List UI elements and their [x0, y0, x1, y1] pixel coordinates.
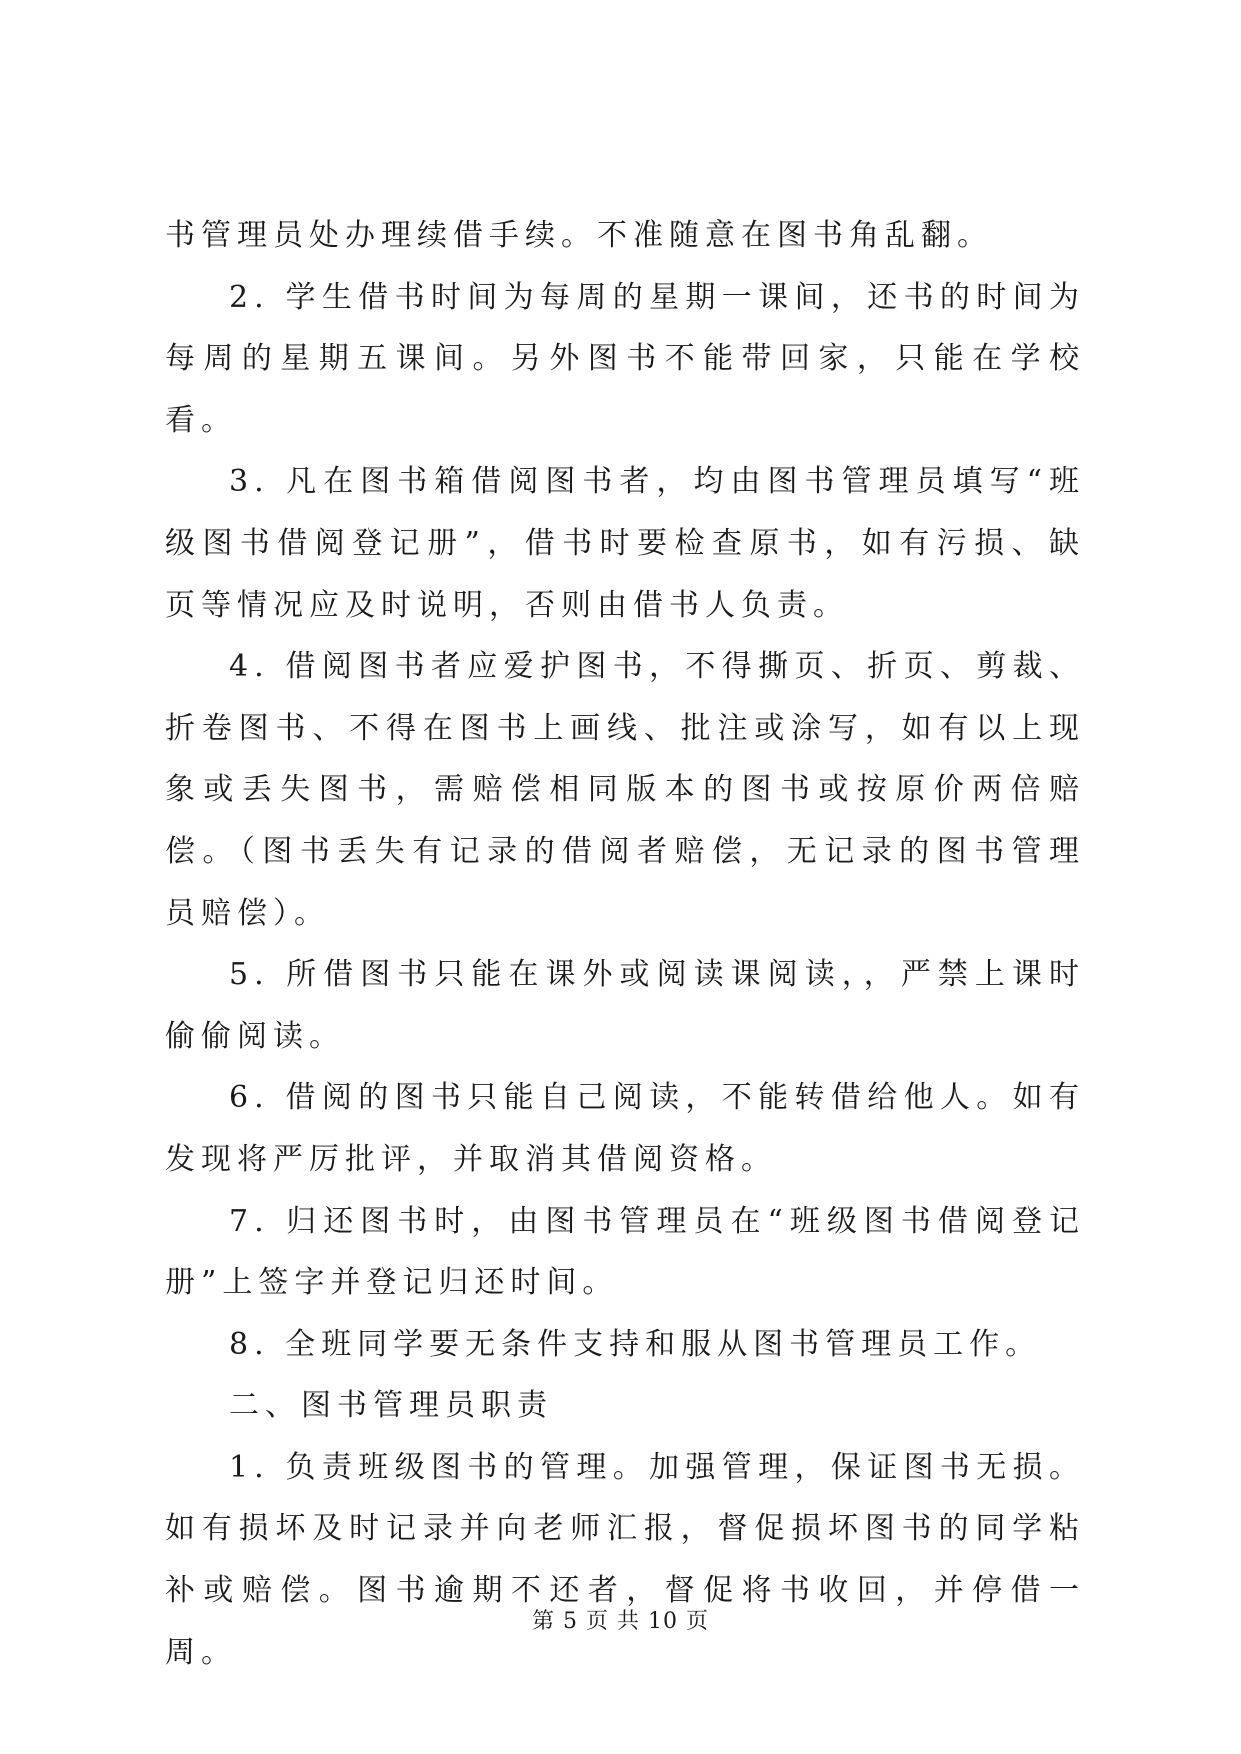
rule-item-3: 3. 凡在图书箱借阅图书者，均由图书管理员填写“班级图书借阅登记册”，借书时要检查原书，如有污损、缺页等情况应及时说明，否则由借书人负责。 — [165, 464, 1085, 623]
rule-item-6: 6. 借阅的图书只能自己阅读，不能转借给他人。如有发现将严厉批评，并取消其借阅资格。 — [165, 1080, 1085, 1177]
rule-item-5: 5. 所借图书只能在课外或阅读课阅读，，严禁上课时偷偷阅读。 — [165, 957, 1085, 1054]
paragraph-continuation: 书管理员处办理续借手续。不准随意在图书角乱翻。 — [165, 218, 993, 253]
page-number-footer: 第 5 页 共 10 页 — [532, 1609, 709, 1634]
rule-item-2: 2. 学生借书时间为每周的星期一课间，还书的时间为每周的星期五课间。另外图书不能带回家，只能在学校看。 — [165, 279, 1085, 438]
rule-item-4: 4. 借阅图书者应爱护图书，不得撕页、折页、剪裁、折卷图书、不得在图书上画线、批注或涂写，如有以上现象或丢失图书，需赔偿相同版本的图书或按原价两倍赔偿。（图书丢失有记录的借阅者赔偿，无记录的图书管理员赔偿）。 — [165, 649, 1085, 931]
rule-item-8: 8. 全班同学要无条件支持和服从图书管理员工作。 — [229, 1326, 1042, 1362]
body-text — [165, 205, 1085, 1683]
rule-item-7: 7. 归还图书时，由图书管理员在“班级图书借阅登记册”上签字并登记归还时间。 — [165, 1203, 1085, 1301]
section-heading: 二、图书管理员职责 — [229, 1388, 553, 1424]
duty-item-1: 1. 负责班级图书的管理。加强管理，保证图书无损。如有损坏及时记录并向老师汇报，督促损坏图书的同学粘补或赔偿。图书逾期不还者，督促将书收回，并停借一周。 — [165, 1449, 1085, 1670]
